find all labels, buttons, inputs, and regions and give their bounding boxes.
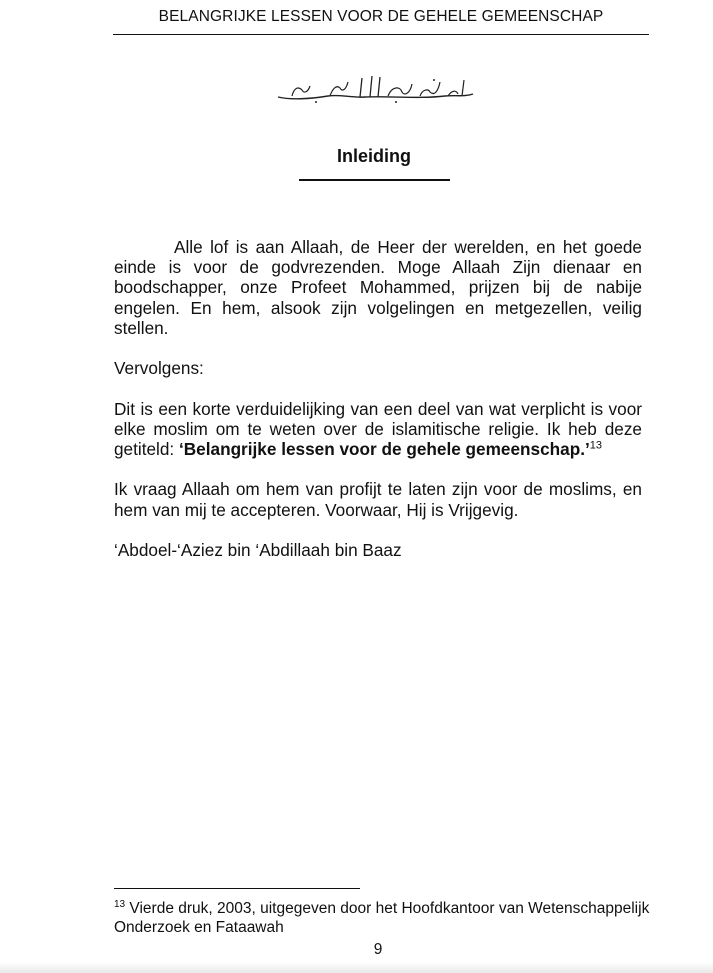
paragraph-intro: Alle lof is aan Allaah, de Heer der werelden, en het goede einde is voor de godvrezenden. Moge Allaah Zijn dienaar en boodschapper, onze Profeet Mohammed, prijzen bij de nabije engelen. En hem, alsook zijn volgelingen en metgezellen, veilig stellen. (114, 237, 642, 338)
paragraph-description (114, 399, 642, 460)
section-heading: Inleiding (337, 146, 411, 166)
paragraph-vervolgens: Vervolgens: (114, 358, 204, 379)
basmala-calligraphy-icon (270, 72, 480, 106)
header-divider (113, 34, 649, 35)
page-bottom-edge (0, 962, 713, 973)
heading-underline (299, 179, 450, 181)
description-text: Dit is een korte verduidelijking van een deel van wat verplicht is voor elke moslim om te weten over de islamitische religie. Ik heb deze getiteld: (114, 398, 642, 459)
footnote-divider (114, 888, 360, 889)
footnote-number: 13 (114, 898, 126, 910)
book-title: ‘Belangrijke lessen voor de gehele gemeenschap.’ (178, 439, 590, 459)
footnote-reference[interactable]: 13 (589, 439, 602, 452)
footnote-text: Vierde druk, 2003, uitgegeven door het Hoofdkantoor van Wetenschappelijk Onderzoek en Fataawah (114, 900, 650, 936)
page-number: 9 (373, 941, 383, 958)
running-header-title: BELANGRIJKE LESSEN VOOR DE GEHELE GEMEENSCHAP (158, 8, 604, 25)
body-text (114, 237, 642, 580)
footnote (114, 899, 654, 937)
paragraph-prayer: Ik vraag Allaah om hem van profijt te laten zijn voor de moslims, en hem van mij te accepteren. Voorwaar, Hij is Vrijgevig. (114, 479, 642, 520)
author-signature: ‘Abdoel-‘Aziez bin ‘Abdillaah bin Baaz (114, 539, 402, 560)
